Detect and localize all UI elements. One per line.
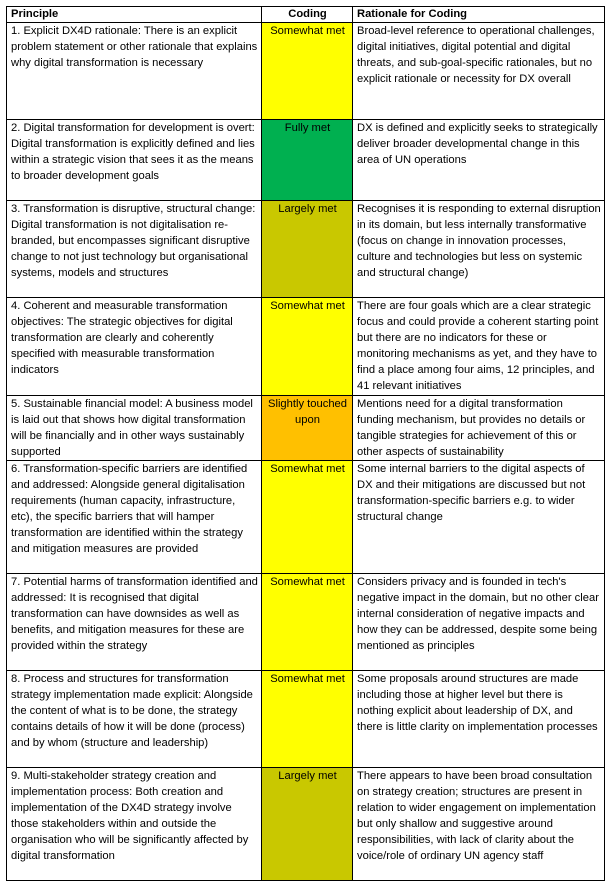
principle-cell: 1. Explicit DX4D rationale: There is an explicit problem statement or other rationale that explains why digital transformation is necessary — [7, 23, 262, 120]
coding-cell: Somewhat met — [262, 460, 353, 573]
header-coding: Coding — [262, 7, 353, 23]
coding-cell: Fully met — [262, 120, 353, 201]
principle-cell: 5. Sustainable financial model: A business model is laid out that shows how digital transformation will be financially and in other ways sustainably supported — [7, 395, 262, 460]
rationale-cell: Mentions need for a digital transformation funding mechanism, but provides no details or tangible strategies for achievement of this or other aspects of sustainability — [353, 395, 605, 460]
rationale-cell: Some proposals around structures are made including those at higher level but there is nothing explicit about leadership of DX, and there is little clarity on implementation processes — [353, 670, 605, 767]
rationale-cell: There are four goals which are a clear strategic focus and could provide a coherent starting point but there are no indicators for these or monitoring mechanisms as yet, and they have to find a place among four aims, 12 principles, and 41 relevant initiatives — [353, 298, 605, 396]
header-principle: Principle — [7, 7, 262, 23]
table-row — [7, 767, 605, 880]
rationale-cell: There appears to have been broad consultation on strategy creation; structures are present in relation to wider engagement on implementation but only shallow and suggestive around responsibilities, with lack of clarity about the voice/role of ordinary UN agency staff — [353, 767, 605, 880]
coding-cell: Somewhat met — [262, 298, 353, 396]
principle-cell: 9. Multi-stakeholder strategy creation and implementation process: Both creation and implementation of the DX4D strategy involve those stakeholders within and outside the organisation who will be significantly affected by digital transformation — [7, 767, 262, 880]
rationale-cell: DX is defined and explicitly seeks to strategically deliver broader developmental change in this area of UN operations — [353, 120, 605, 201]
rationale-cell: Recognises it is responding to external disruption in its domain, but less internally transformative (focus on change in innovation processes, culture and technologies but less on systemic and structural change) — [353, 201, 605, 298]
rationale-cell: Considers privacy and is founded in tech's negative impact in the domain, but no other clear internal consideration of negative impacts and how they can be addressed, despite some being mentioned as principles — [353, 573, 605, 670]
coding-cell: Largely met — [262, 767, 353, 880]
dx4d-principles-table — [6, 6, 605, 881]
table-row — [7, 395, 605, 460]
table-row — [7, 460, 605, 573]
table-container — [6, 6, 605, 881]
header-rationale: Rationale for Coding — [353, 7, 605, 23]
rationale-cell: Broad-level reference to operational challenges, digital initiatives, digital potential and digital threats, and sub-goal-specific rationales, but no explicit rationale or necessity for DX overall — [353, 23, 605, 120]
table-row — [7, 23, 605, 120]
table-row — [7, 670, 605, 767]
coding-cell: Somewhat met — [262, 23, 353, 120]
table-body — [7, 23, 605, 881]
coding-cell: Slightly touched upon — [262, 395, 353, 460]
table-row — [7, 298, 605, 396]
coding-cell: Somewhat met — [262, 670, 353, 767]
principle-cell: 7. Potential harms of transformation identified and addressed: It is recognised that digital transformation can have downsides as well as benefits, and mitigation measures for these are provided within the strategy — [7, 573, 262, 670]
principle-cell: 8. Process and structures for transformation strategy implementation made explicit: Alongside the content of what is to be done, the strategy contains details of how it will be done (process) and by whom (structure and leadership) — [7, 670, 262, 767]
table-row — [7, 201, 605, 298]
table-row — [7, 120, 605, 201]
principle-cell: 2. Digital transformation for development is overt: Digital transformation is explicitly defined and lies within a strategic vision that sees it as the means to broader development goals — [7, 120, 262, 201]
coding-cell: Somewhat met — [262, 573, 353, 670]
table-row — [7, 573, 605, 670]
principle-cell: 3. Transformation is disruptive, structural change: Digital transformation is not digitalisation re-branded, but encompasses significant disruptive change to not just technology but organisational systems, models and structures — [7, 201, 262, 298]
principle-cell: 6. Transformation-specific barriers are identified and addressed: Alongside general digitalisation requirements (human capacity, infrastructure, etc), the specific barriers that will hamper transformation are identified within the strategy and mitigation measures are provided — [7, 460, 262, 573]
coding-cell: Largely met — [262, 201, 353, 298]
principle-cell: 4. Coherent and measurable transformation objectives: The strategic objectives for digital transformation are clearly and coherently specified with measurable transformation indicators — [7, 298, 262, 396]
header-row — [7, 7, 605, 23]
rationale-cell: Some internal barriers to the digital aspects of DX and their mitigations are discussed but not transformation-specific barriers e.g. to wider structural change — [353, 460, 605, 573]
